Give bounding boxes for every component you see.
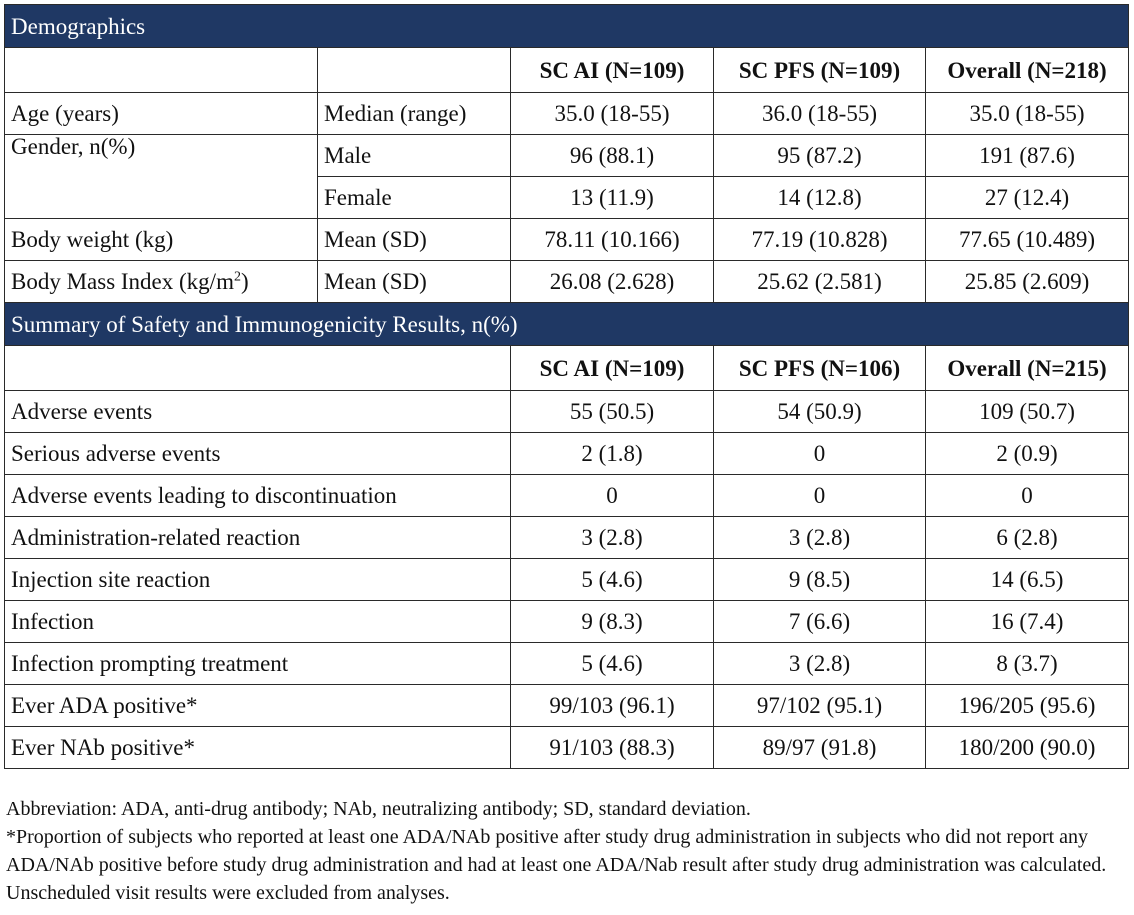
bmi-label-text: Body Mass Index (kg/m <box>11 269 234 294</box>
cell-value: 3 (2.8) <box>714 643 926 685</box>
cell-value: 0 <box>926 475 1129 517</box>
cell-value: 91/103 (88.3) <box>511 727 714 769</box>
row-label: Serious adverse events <box>5 433 511 475</box>
demographics-section-header <box>5 5 1129 48</box>
row-stat: Median (range) <box>318 93 511 135</box>
cell-value: 180/200 (90.0) <box>926 727 1129 769</box>
cell-value: 97/102 (95.1) <box>714 685 926 727</box>
row-label: Ever NAb positive* <box>5 727 511 769</box>
row-stat: Female <box>318 177 511 219</box>
cell-value: 5 (4.6) <box>511 559 714 601</box>
safety-title: Summary of Safety and Immunogenicity Results, n(%) <box>5 303 1129 346</box>
cell-value: 14 (6.5) <box>926 559 1129 601</box>
cell-value: 36.0 (18-55) <box>714 93 926 135</box>
table-row <box>5 391 1129 433</box>
cell-value: 5 (4.6) <box>511 643 714 685</box>
cell-value: 0 <box>511 475 714 517</box>
cell-value: 191 (87.6) <box>926 135 1129 177</box>
cell-value: 0 <box>714 475 926 517</box>
row-label: Administration-related reaction <box>5 517 511 559</box>
column-header-sc-pfs: SC PFS (N=109) <box>714 48 926 93</box>
demographics-title: Demographics <box>5 5 1129 48</box>
cell-value: 16 (7.4) <box>926 601 1129 643</box>
column-header-sc-pfs: SC PFS (N=106) <box>714 346 926 391</box>
row-label: Body weight (kg) <box>5 219 318 261</box>
cell-value: 95 (87.2) <box>714 135 926 177</box>
cell-value: 78.11 (10.166) <box>511 219 714 261</box>
row-label <box>5 261 318 303</box>
cell-value: 7 (6.6) <box>714 601 926 643</box>
table-row <box>5 433 1129 475</box>
cell-value: 2 (1.8) <box>511 433 714 475</box>
cell-value: 109 (50.7) <box>926 391 1129 433</box>
cell-value: 26.08 (2.628) <box>511 261 714 303</box>
cell-value: 14 (12.8) <box>714 177 926 219</box>
cell-value: 3 (2.8) <box>511 517 714 559</box>
table-row-body-weight <box>5 219 1129 261</box>
cell-value: 8 (3.7) <box>926 643 1129 685</box>
table-row <box>5 475 1129 517</box>
cell-value: 35.0 (18-55) <box>926 93 1129 135</box>
column-header-sc-ai: SC AI (N=109) <box>511 48 714 93</box>
cell-value: 3 (2.8) <box>714 517 926 559</box>
cell-value: 77.19 (10.828) <box>714 219 926 261</box>
results-table <box>4 4 1129 769</box>
table-row <box>5 559 1129 601</box>
table-row <box>5 727 1129 769</box>
demographics-column-header-row <box>5 48 1129 93</box>
table-row <box>5 643 1129 685</box>
table-row-bmi <box>5 261 1129 303</box>
cell-value: 55 (50.5) <box>511 391 714 433</box>
cell-value: 2 (0.9) <box>926 433 1129 475</box>
cell-value: 0 <box>714 433 926 475</box>
footnote: *Proportion of subjects who reported at least one ADA/NAb positive after study drug administration in subjects who did not report any ADA/NAb positive before study drug administration and had at least one ADA/Nab result after study drug administration was calculated. Unscheduled visit results were excluded from analyses. <box>6 826 1107 904</box>
cell-value: 25.85 (2.609) <box>926 261 1129 303</box>
row-label: Adverse events <box>5 391 511 433</box>
row-label: Age (years) <box>5 93 318 135</box>
safety-section-header <box>5 303 1129 346</box>
cell-value: 96 (88.1) <box>511 135 714 177</box>
column-header-sc-ai: SC AI (N=109) <box>511 346 714 391</box>
cell-value: 54 (50.9) <box>714 391 926 433</box>
table-row <box>5 685 1129 727</box>
row-label: Infection prompting treatment <box>5 643 511 685</box>
table-row <box>5 601 1129 643</box>
cell-value: 9 (8.3) <box>511 601 714 643</box>
cell-value: 89/97 (91.8) <box>714 727 926 769</box>
empty-header-cell <box>5 48 318 93</box>
empty-header-cell <box>318 48 511 93</box>
row-stat: Mean (SD) <box>318 261 511 303</box>
safety-column-header-row <box>5 346 1129 391</box>
empty-header-cell <box>5 346 511 391</box>
row-label: Injection site reaction <box>5 559 511 601</box>
safety-rows <box>5 391 1129 769</box>
row-label: Adverse events leading to discontinuation <box>5 475 511 517</box>
column-header-overall: Overall (N=218) <box>926 48 1129 93</box>
row-label: Infection <box>5 601 511 643</box>
cell-value: 6 (2.8) <box>926 517 1129 559</box>
cell-value: 77.65 (10.489) <box>926 219 1129 261</box>
table-notes <box>6 795 1130 907</box>
row-label: Ever ADA positive* <box>5 685 511 727</box>
table-row <box>5 517 1129 559</box>
cell-value: 13 (11.9) <box>511 177 714 219</box>
cell-value: 27 (12.4) <box>926 177 1129 219</box>
row-stat: Mean (SD) <box>318 219 511 261</box>
column-header-overall: Overall (N=215) <box>926 346 1129 391</box>
abbreviation-note: Abbreviation: ADA, anti-drug antibody; NAb, neutralizing antibody; SD, standard deviation. <box>6 798 751 820</box>
cell-value: 25.62 (2.581) <box>714 261 926 303</box>
bmi-label-superscript: 2 <box>233 269 241 285</box>
bmi-label-end: ) <box>240 269 249 294</box>
cell-value: 9 (8.5) <box>714 559 926 601</box>
row-label: Gender, n(%) <box>5 135 318 219</box>
cell-value: 196/205 (95.6) <box>926 685 1129 727</box>
cell-value: 99/103 (96.1) <box>511 685 714 727</box>
cell-value: 35.0 (18-55) <box>511 93 714 135</box>
table-row-gender-male <box>5 135 1129 177</box>
table-row-age <box>5 93 1129 135</box>
row-stat: Male <box>318 135 511 177</box>
